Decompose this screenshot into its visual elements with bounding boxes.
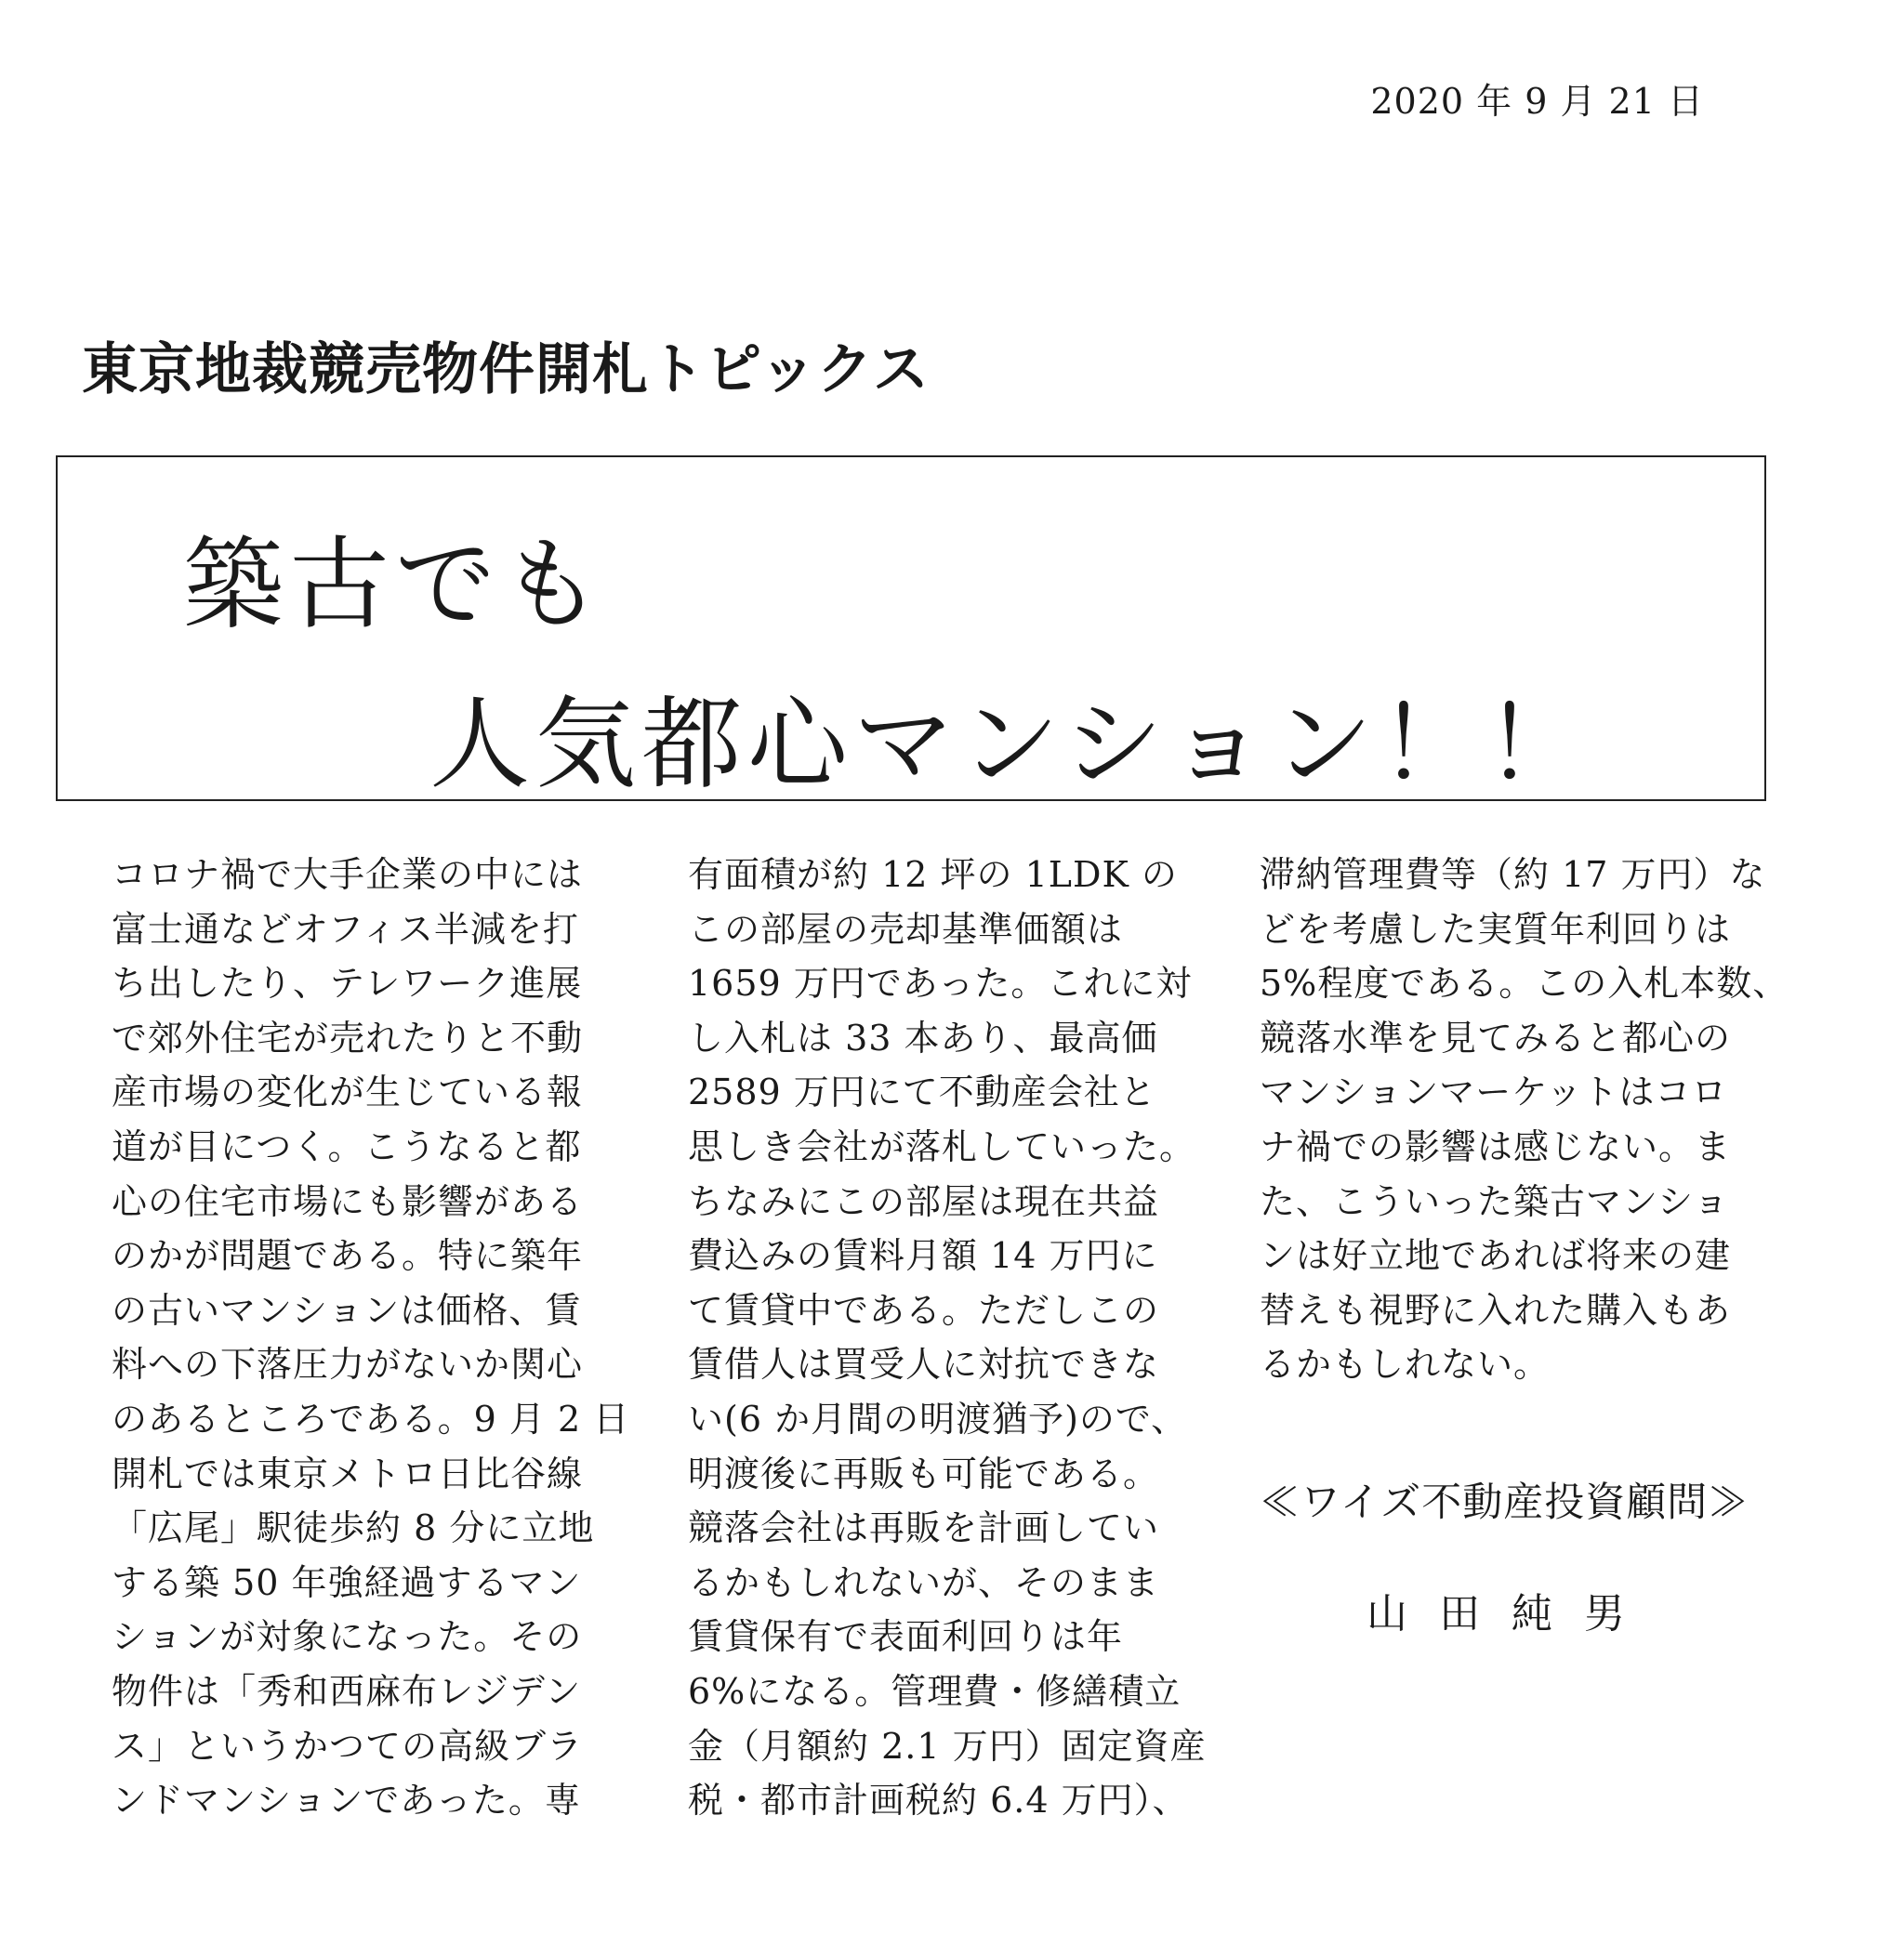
text-line: 賃貸保有で表面利回りは年 bbox=[688, 1616, 1124, 1658]
text-line: 6%になる。管理費・修繕積立 bbox=[688, 1670, 1182, 1712]
text-line: 税・都市計画税約 6.4 万円）、 bbox=[688, 1780, 1189, 1822]
text-line: ンドマンションであった。専 bbox=[112, 1780, 581, 1822]
text-line: 競落水準を見てみると都心の bbox=[1260, 1017, 1732, 1059]
article-column-3 bbox=[1260, 848, 1789, 1392]
date: 2020 年 9 月 21 日 bbox=[1370, 81, 1704, 122]
text-line: て賃貸中である。ただしこの bbox=[688, 1289, 1160, 1331]
text-line: るかもしれないが、そのまま bbox=[688, 1561, 1160, 1603]
text-line: 道が目につく。こうなると都 bbox=[112, 1125, 582, 1167]
text-line: 産市場の変化が生じている報 bbox=[112, 1072, 584, 1113]
text-line: 有面積が約 12 坪の 1LDK の bbox=[688, 854, 1178, 895]
text-line: 金（月額約 2.1 万円）固定資産 bbox=[688, 1725, 1207, 1767]
text-line: 滞納管理費等（約 17 万円）な bbox=[1260, 854, 1766, 895]
article-column-2 bbox=[688, 848, 1207, 1828]
text-line: 富士通などオフィス半減を打 bbox=[112, 908, 579, 950]
text-line: ちなみにこの部屋は現在共益 bbox=[688, 1180, 1160, 1222]
text-line: マンションマーケットはコロ bbox=[1260, 1072, 1728, 1113]
text-line: の古いマンションは価格、賃 bbox=[112, 1289, 582, 1331]
article-column-1 bbox=[112, 848, 629, 1828]
text-line: どを考慮した実質年利回りは bbox=[1260, 908, 1732, 950]
text-line: 競落会社は再販を計画してい bbox=[688, 1507, 1160, 1549]
text-line: する築 50 年強経過するマン bbox=[112, 1561, 582, 1603]
text-line: この部屋の売却基準価額は bbox=[688, 908, 1124, 950]
author-name: 山田純男 bbox=[1366, 1590, 1657, 1638]
text-line: で郊外住宅が売れたりと不動 bbox=[112, 1017, 584, 1059]
text-line: のかが問題である。特に築年 bbox=[112, 1235, 584, 1277]
headline-line-1: 築古でも bbox=[183, 527, 608, 643]
text-line: 「広尾」駅徒歩約 8 分に立地 bbox=[112, 1507, 595, 1549]
text-line: い(6 か月間の明渡猶予)ので、 bbox=[688, 1398, 1188, 1440]
text-line: のあるところである。9 月 2 日 bbox=[112, 1398, 630, 1440]
text-line: し入札は 33 本あり、最高価 bbox=[688, 1017, 1158, 1059]
text-line: 賃借人は買受人に対抗できな bbox=[688, 1344, 1160, 1386]
text-line: 5%程度である。この入札本数、 bbox=[1260, 963, 1789, 1005]
text-line: ションが対象になった。その bbox=[112, 1616, 583, 1658]
text-line: 開札では東京メトロ日比谷線 bbox=[112, 1453, 584, 1494]
text-line: ンは好立地であれば将来の建 bbox=[1260, 1235, 1732, 1277]
text-line: 1659 万円であった。これに対 bbox=[688, 963, 1193, 1005]
text-line: ち出したり、テレワーク進展 bbox=[112, 963, 583, 1005]
text-line: 心の住宅市場にも影響がある bbox=[112, 1180, 584, 1222]
headline-line-2: 人気都心マンション！！ bbox=[429, 687, 1591, 803]
text-line: 替えも視野に入れた購入もあ bbox=[1260, 1289, 1732, 1331]
text-line: 思しき会社が落札していった。 bbox=[688, 1125, 1196, 1167]
text-line: るかもしれない。 bbox=[1260, 1344, 1551, 1386]
text-line: コロナ禍で大手企業の中には bbox=[112, 854, 584, 895]
text-line: た、こういった築古マンショ bbox=[1260, 1180, 1730, 1222]
text-line: 明渡後に再販も可能である。 bbox=[688, 1453, 1160, 1494]
series-title: 東京地裁競売物件開札トピックス bbox=[82, 337, 930, 402]
organization-name: ≪ワイズ不動産投資顧問≫ bbox=[1260, 1480, 1749, 1526]
text-line: ス」というかつての高級ブラ bbox=[112, 1725, 584, 1767]
text-line: ナ禍での影響は感じない。ま bbox=[1260, 1125, 1732, 1167]
text-line: 物件は「秀和西麻布レジデン bbox=[112, 1670, 582, 1712]
text-line: 2589 万円にて不動産会社と bbox=[688, 1072, 1156, 1113]
headline-box bbox=[56, 455, 1766, 801]
text-line: 料への下落圧力がないか関心 bbox=[112, 1344, 584, 1386]
text-line: 費込みの賃料月額 14 万円に bbox=[688, 1235, 1158, 1277]
